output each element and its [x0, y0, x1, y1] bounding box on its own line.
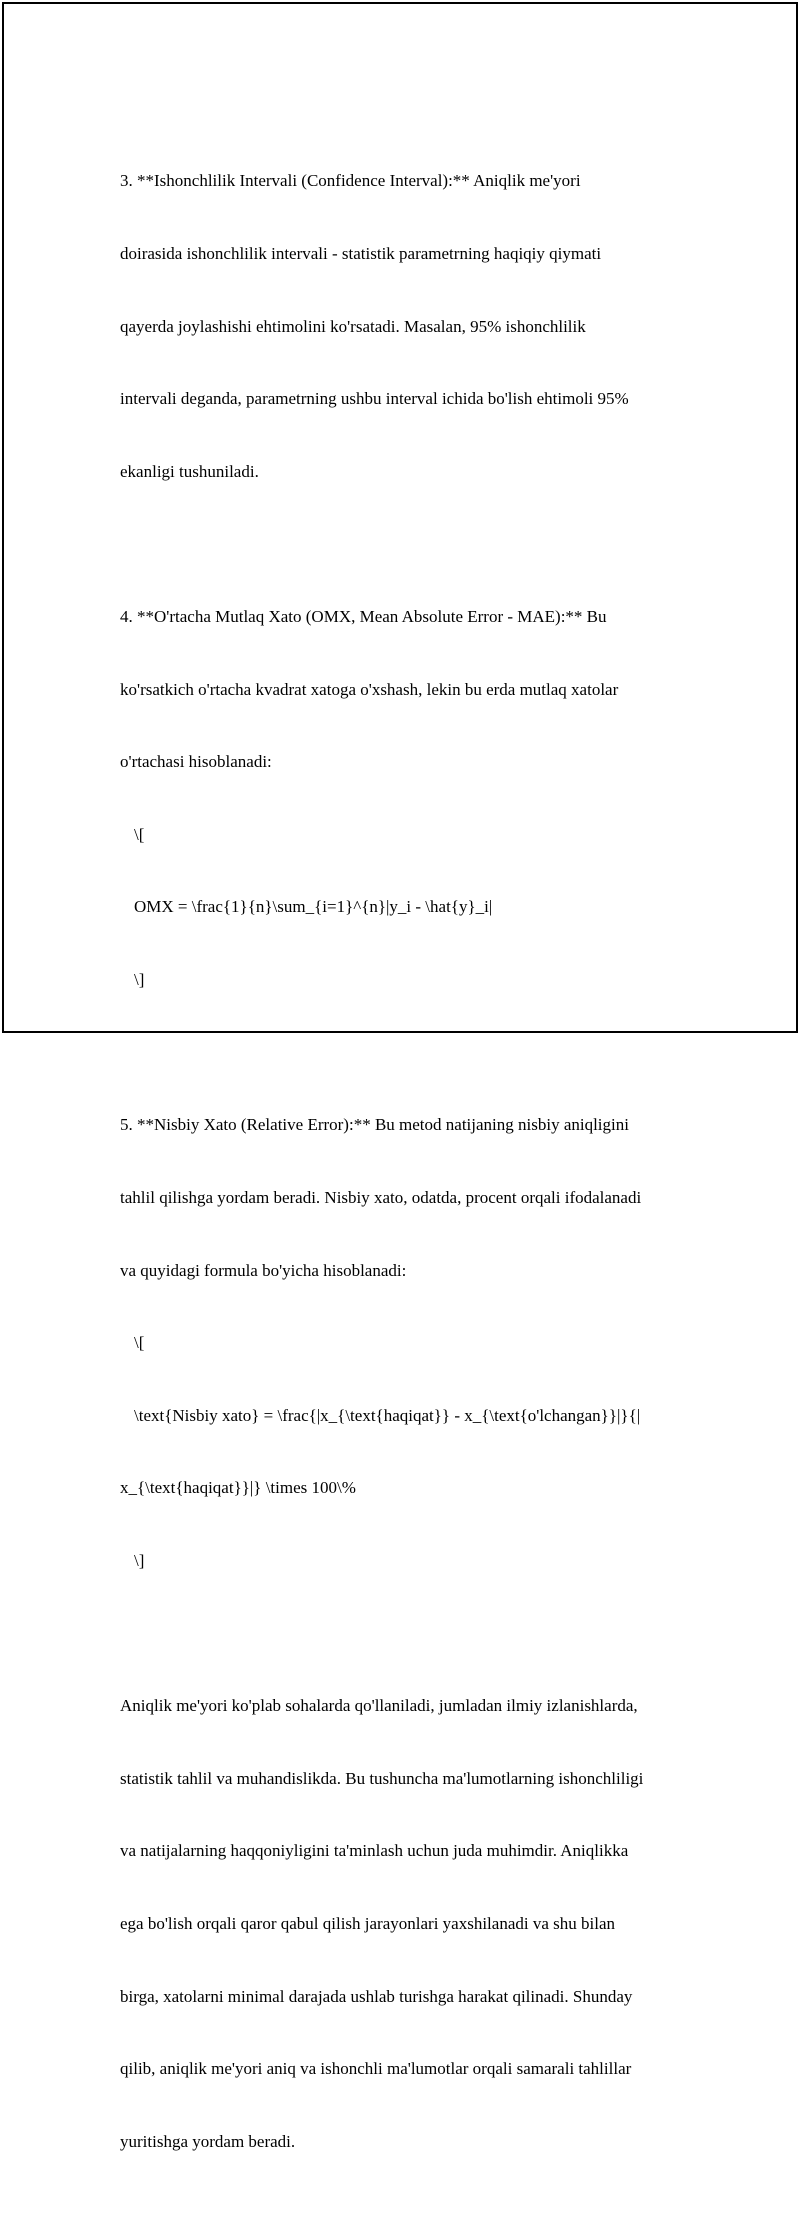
text-line: yuritishga yordam beradi. — [120, 2131, 296, 2151]
text-line: va natijalarning haqqoniyligini ta'minlash uchun juda muhimdir. Aniqlikka — [120, 1841, 629, 1861]
formula-close: \] — [134, 970, 145, 990]
text-line: ko'rsatkich o'rtacha kvadrat xatoga o'xshash, lekin bu erda mutlaq xatolar — [120, 679, 619, 699]
formula-relative-error-part2: x_{\text{haqiqat}}|} \times 100\% — [120, 1478, 356, 1498]
text-line: qilib, aniqlik me'yori aniq va ishonchli ma'lumotlar orqali samarali tahlillar — [120, 2059, 632, 2079]
text-line: Aniqlik me'yori ko'plab sohalarda qo'llaniladi, jumladan ilmiy izlanishlarda, — [120, 1696, 638, 1716]
text-line: intervali deganda, parametrning ushbu interval ichida bo'lish ehtimoli 95% — [120, 389, 629, 409]
text-line: ekanligi tushuniladi. — [120, 461, 259, 481]
text-line: qayerda joylashishi ehtimolini ko'rsatadi. Masalan, 95% ishonchlilik — [120, 316, 586, 336]
formula-close: \] — [134, 1550, 145, 1570]
paragraph-conclusion — [120, 1646, 700, 2203]
text-line: va quyidagi formula bo'yicha hisoblanadi: — [120, 1260, 407, 1280]
formula-mae: OMX = \frac{1}{n}\sum_{i=1}^{n}|y_i - \hat{y}_i| — [134, 897, 493, 917]
formula-open: \[ — [134, 1333, 145, 1353]
document-body — [120, 121, 700, 2227]
text-line: ega bo'lish orqali qaror qabul qilish jarayonlari yaxshilanadi va shu bilan — [120, 1913, 615, 1933]
text-line: tahlil qilishga yordam beradi. Nisbiy xato, odatda, procent orqali ifodalanadi — [120, 1187, 642, 1207]
formula-relative-error-part1: \text{Nisbiy xato} = \frac{|x_{\text{haqiqat}} - x_{\text{o'lchangan}}|}{| — [134, 1405, 641, 1425]
paragraph-relative-error — [120, 1065, 700, 1622]
text-line: o'rtachasi hisoblanadi: — [120, 752, 272, 772]
page-frame — [2, 2, 798, 2151]
text-line: 5. **Nisbiy Xato (Relative Error):** Bu metod natijaning nisbiy aniqligini — [120, 1115, 629, 1135]
text-line: 4. **O'rtacha Mutlaq Xato (OMX, Mean Absolute Error - MAE):** Bu — [120, 607, 607, 627]
text-line: doirasida ishonchlilik intervali - statistik parametrning haqiqiy qiymati — [120, 244, 602, 264]
paragraph-confidence-interval — [120, 121, 700, 532]
text-line: 3. **Ishonchlilik Intervali (Confidence Interval):** Aniqlik me'yori — [120, 171, 581, 191]
text-line: statistik tahlil va muhandislikda. Bu tushuncha ma'lumotlarning ishonchliligi — [120, 1768, 644, 1788]
text-line: birga, xatolarni minimal darajada ushlab turishga harakat qilinadi. Shunday — [120, 1986, 633, 2006]
paragraph-mean-absolute-error — [120, 557, 700, 1041]
formula-open: \[ — [134, 824, 145, 844]
